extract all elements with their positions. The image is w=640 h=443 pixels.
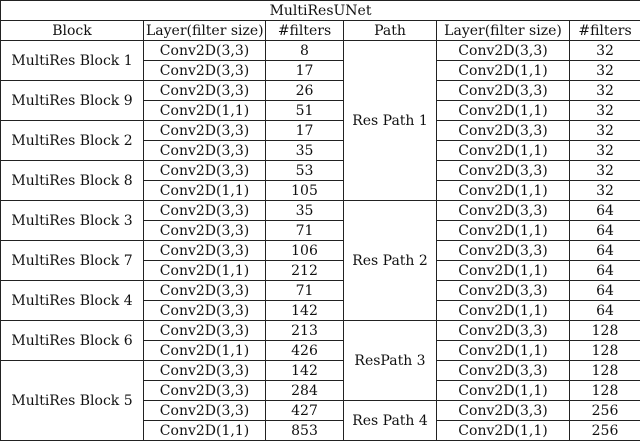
- path-layer: Conv2D(3,3): [437, 41, 570, 61]
- path-filters: 128: [570, 341, 640, 361]
- path-layer: Conv2D(3,3): [437, 241, 570, 261]
- path-layer: Conv2D(3,3): [437, 121, 570, 141]
- path-filters: 64: [570, 221, 640, 241]
- title-row: [1, 1, 640, 21]
- block-layer: Conv2D(3,3): [144, 61, 266, 81]
- block-layer: Conv2D(3,3): [144, 201, 266, 221]
- block-filters: 26: [266, 81, 344, 101]
- table-row: [1, 161, 640, 181]
- header-filters-right: #filters: [570, 21, 640, 41]
- path-layer: Conv2D(1,1): [437, 381, 570, 401]
- block-filters: 853: [266, 421, 344, 441]
- path-layer: Conv2D(3,3): [437, 321, 570, 341]
- table-row: [1, 201, 640, 221]
- path-layer: Conv2D(1,1): [437, 181, 570, 201]
- block-filters: 212: [266, 261, 344, 281]
- path-layer: Conv2D(3,3): [437, 401, 570, 421]
- path-name: Res Path 2: [344, 201, 437, 321]
- path-filters: 32: [570, 121, 640, 141]
- block-layer: Conv2D(3,3): [144, 301, 266, 321]
- block-filters: 213: [266, 321, 344, 341]
- block-layer: Conv2D(1,1): [144, 421, 266, 441]
- block-name: MultiRes Block 1: [1, 41, 144, 81]
- path-layer: Conv2D(3,3): [437, 81, 570, 101]
- block-filters: 71: [266, 221, 344, 241]
- block-filters: 142: [266, 301, 344, 321]
- block-filters: 51: [266, 101, 344, 121]
- block-filters: 53: [266, 161, 344, 181]
- block-name: MultiRes Block 4: [1, 281, 144, 321]
- block-filters: 17: [266, 121, 344, 141]
- path-layer: Conv2D(1,1): [437, 141, 570, 161]
- path-name: Res Path 1: [344, 41, 437, 201]
- path-filters: 32: [570, 61, 640, 81]
- path-filters: 32: [570, 41, 640, 61]
- path-filters: 32: [570, 101, 640, 121]
- block-layer: Conv2D(3,3): [144, 161, 266, 181]
- block-layer: Conv2D(1,1): [144, 261, 266, 281]
- header-layer-right: Layer(filter size): [437, 21, 570, 41]
- path-filters: 64: [570, 261, 640, 281]
- path-filters: 256: [570, 401, 640, 421]
- path-filters: 32: [570, 161, 640, 181]
- block-layer: Conv2D(1,1): [144, 101, 266, 121]
- block-layer: Conv2D(3,3): [144, 381, 266, 401]
- path-layer: Conv2D(1,1): [437, 261, 570, 281]
- path-filters: 256: [570, 421, 640, 441]
- block-layer: Conv2D(3,3): [144, 321, 266, 341]
- path-filters: 32: [570, 141, 640, 161]
- block-layer: Conv2D(3,3): [144, 241, 266, 261]
- block-filters: 427: [266, 401, 344, 421]
- path-filters: 128: [570, 321, 640, 341]
- table-row: [1, 281, 640, 301]
- path-filters: 32: [570, 81, 640, 101]
- table-row: [1, 241, 640, 261]
- table-title: MultiResUNet: [1, 1, 640, 21]
- block-layer: Conv2D(3,3): [144, 121, 266, 141]
- block-layer: Conv2D(1,1): [144, 341, 266, 361]
- block-filters: 17: [266, 61, 344, 81]
- block-layer: Conv2D(3,3): [144, 41, 266, 61]
- path-layer: Conv2D(3,3): [437, 201, 570, 221]
- path-filters: 128: [570, 361, 640, 381]
- path-layer: Conv2D(3,3): [437, 161, 570, 181]
- block-filters: 106: [266, 241, 344, 261]
- block-layer: Conv2D(1,1): [144, 181, 266, 201]
- block-name: MultiRes Block 9: [1, 81, 144, 121]
- block-filters: 426: [266, 341, 344, 361]
- block-layer: Conv2D(3,3): [144, 141, 266, 161]
- table-row: [1, 121, 640, 141]
- table-row: [1, 321, 640, 341]
- block-filters: 35: [266, 141, 344, 161]
- block-filters: 71: [266, 281, 344, 301]
- path-layer: Conv2D(1,1): [437, 301, 570, 321]
- block-layer: Conv2D(3,3): [144, 281, 266, 301]
- block-name: MultiRes Block 8: [1, 161, 144, 201]
- header-row: [1, 21, 640, 41]
- block-name: MultiRes Block 2: [1, 121, 144, 161]
- block-layer: Conv2D(3,3): [144, 361, 266, 381]
- block-layer: Conv2D(3,3): [144, 401, 266, 421]
- table-row: [1, 361, 640, 381]
- path-layer: Conv2D(1,1): [437, 101, 570, 121]
- path-filters: 64: [570, 201, 640, 221]
- header-path: Path: [344, 21, 437, 41]
- block-filters: 35: [266, 201, 344, 221]
- block-filters: 142: [266, 361, 344, 381]
- header-block: Block: [1, 21, 144, 41]
- path-name: Res Path 4: [344, 401, 437, 441]
- path-filters: 128: [570, 381, 640, 401]
- path-layer: Conv2D(1,1): [437, 421, 570, 441]
- block-name: MultiRes Block 5: [1, 361, 144, 441]
- block-layer: Conv2D(3,3): [144, 81, 266, 101]
- path-filters: 64: [570, 301, 640, 321]
- path-layer: Conv2D(3,3): [437, 361, 570, 381]
- header-layer-left: Layer(filter size): [144, 21, 266, 41]
- table-row: [1, 81, 640, 101]
- block-name: MultiRes Block 6: [1, 321, 144, 361]
- block-layer: Conv2D(3,3): [144, 221, 266, 241]
- table-row: [1, 41, 640, 61]
- path-layer: Conv2D(3,3): [437, 281, 570, 301]
- block-filters: 8: [266, 41, 344, 61]
- path-filters: 64: [570, 281, 640, 301]
- path-filters: 64: [570, 241, 640, 261]
- header-filters-left: #filters: [266, 21, 344, 41]
- block-filters: 105: [266, 181, 344, 201]
- path-filters: 32: [570, 181, 640, 201]
- path-layer: Conv2D(1,1): [437, 341, 570, 361]
- path-layer: Conv2D(1,1): [437, 61, 570, 81]
- block-name: MultiRes Block 7: [1, 241, 144, 281]
- block-filters: 284: [266, 381, 344, 401]
- table-body: [1, 41, 640, 441]
- path-layer: Conv2D(1,1): [437, 221, 570, 241]
- block-name: MultiRes Block 3: [1, 201, 144, 241]
- path-name: ResPath 3: [344, 321, 437, 401]
